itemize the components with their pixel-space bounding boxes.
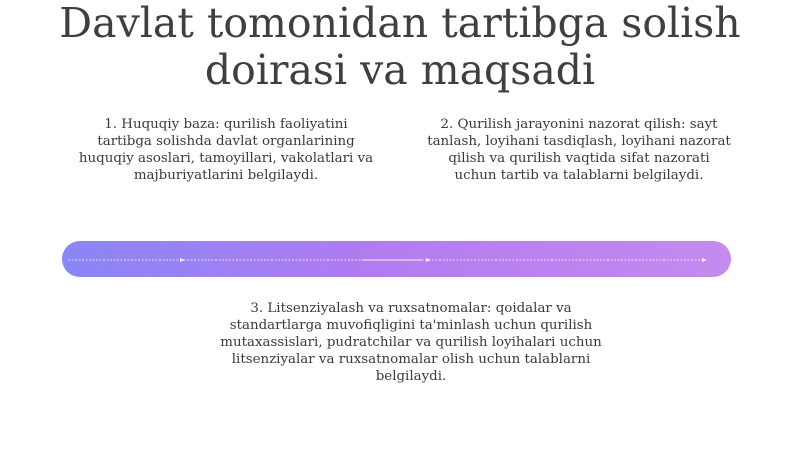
slide-title: Davlat tomonidan tartibga solish doirasi va maqsadi	[59, 0, 741, 94]
point-licensing: 3. Litsenziyalash va ruxsatnomalar: qoidalar va standartlarga muvofiqligini ta'minlash uchun qurilish mutaxassislari, pudratchilar va qurilish loyihalari uchun litsenziyalar va ruxsatnomalar olish uchun talablarni belgilaydi.	[220, 301, 602, 384]
arrow-marker-3	[702, 258, 707, 262]
point-legal-basis: 1. Huquqiy baza: qurilish faoliyatini tartibga solishda davlat organlarining huquqiy asoslari, tamoyillari, vakolatlari va majburiyatlarini belgilaydi.	[78, 117, 374, 183]
arrow-marker-2	[426, 258, 431, 262]
point-construction-control: 2. Qurilish jarayonini nazorat qilish: sayt tanlash, loyihani tasdiqlash, loyihani nazorat qilish va qurilish vaqtida sifat nazorati uchun tartib va talablarni belgilaydi.	[427, 117, 731, 183]
timeline-bar	[62, 241, 731, 277]
timeline-arrow-line	[62, 258, 731, 262]
arrow-marker-1	[180, 258, 185, 262]
